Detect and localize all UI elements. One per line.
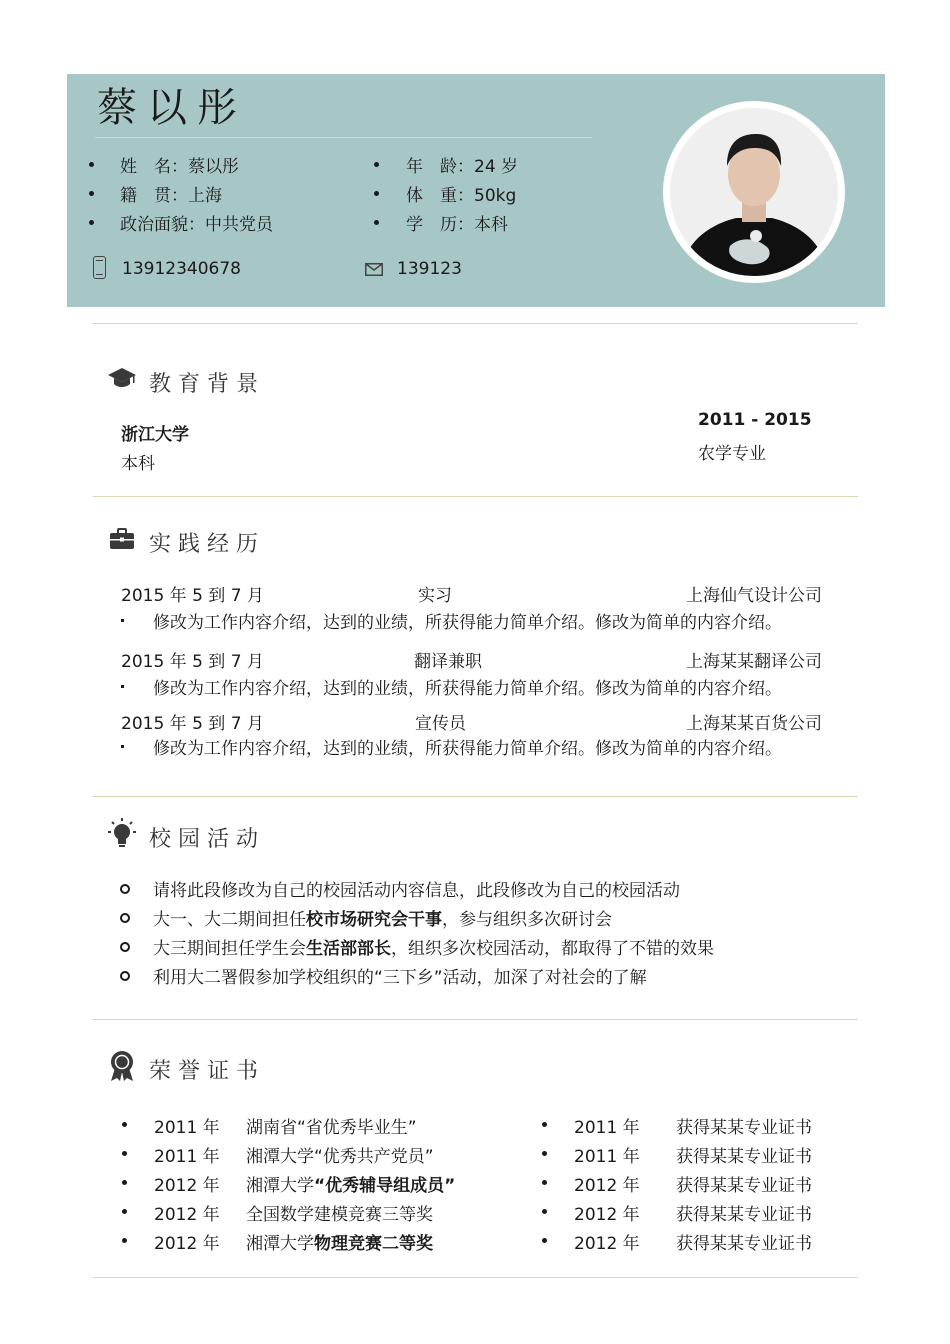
bullet-icon — [89, 191, 94, 196]
medal-icon — [108, 1050, 136, 1082]
honor-year: 2011 年 — [574, 1118, 640, 1138]
bullet-icon — [374, 162, 379, 167]
info-name: 姓 名：蔡以彤 — [120, 157, 239, 177]
honor-year: 2011 年 — [154, 1118, 220, 1138]
honor-text: 获得某某专业证书 — [676, 1205, 812, 1225]
phone-icon — [93, 256, 106, 279]
section-divider — [93, 796, 858, 797]
mail-icon — [365, 263, 383, 276]
honor-year: 2012 年 — [154, 1234, 220, 1254]
practice-desc: 修改为工作内容介绍，达到的业绩，所获得能力简单介绍。修改为简单的内容介绍。 — [153, 739, 782, 759]
practice-company: 上海某某百货公司 — [686, 714, 822, 734]
practice-date: 2015 年 5 到 7 月 — [121, 652, 264, 672]
honors-title: 荣誉证书 — [149, 1059, 266, 1084]
name-divider — [95, 137, 592, 138]
bullet-icon — [542, 1238, 547, 1243]
info-age: 年 龄：24 岁 — [406, 157, 519, 177]
info-weight: 体 重：50kg — [406, 186, 517, 206]
bullet-icon — [374, 220, 379, 225]
honor-text: 湖南省“省优秀毕业生” — [246, 1118, 417, 1138]
candidate-name: 蔡以彤 — [97, 85, 247, 131]
section-divider — [93, 1277, 858, 1278]
honor-year: 2012 年 — [574, 1205, 640, 1225]
practice-company: 上海某某翻译公司 — [686, 652, 822, 672]
honor-text: 获得某某专业证书 — [676, 1176, 812, 1196]
section-divider — [93, 496, 858, 497]
practice-role: 宣传员 — [415, 714, 466, 734]
education-period: 2011 - 2015 — [698, 410, 812, 430]
circle-bullet-icon — [120, 913, 130, 923]
honor-year: 2011 年 — [154, 1147, 220, 1167]
bullet-icon — [542, 1151, 547, 1156]
profile-photo — [663, 101, 845, 283]
education-title: 教育背景 — [149, 372, 266, 397]
bullet-icon — [122, 1209, 127, 1214]
email-address[interactable]: 139123 — [397, 259, 462, 279]
campus-title: 校园活动 — [149, 827, 266, 852]
campus-item: 利用大二署假参加学校组织的“三下乡”活动，加深了对社会的了解 — [153, 968, 647, 988]
bullet-icon — [122, 1180, 127, 1185]
degree: 本科 — [121, 454, 155, 474]
honor-year: 2012 年 — [154, 1176, 220, 1196]
bullet-icon — [374, 191, 379, 196]
practice-role: 翻译兼职 — [414, 652, 482, 672]
bullet-icon — [89, 162, 94, 167]
bullet-icon — [89, 220, 94, 225]
honor-year: 2011 年 — [574, 1147, 640, 1167]
section-divider — [93, 1019, 858, 1020]
info-politics: 政治面貌：中共党员 — [120, 215, 273, 235]
practice-date: 2015 年 5 到 7 月 — [121, 586, 264, 606]
info-hometown: 籍 贯：上海 — [120, 186, 222, 206]
honor-text: 获得某某专业证书 — [676, 1234, 812, 1254]
honor-year: 2012 年 — [574, 1176, 640, 1196]
honor-text: 全国数学建模竞赛三等奖 — [246, 1205, 433, 1225]
campus-item: 请将此段修改为自己的校园活动内容信息，此段修改为自己的校园活动 — [153, 881, 680, 901]
honor-text: 湘潭大学物理竞赛二等奖 — [246, 1234, 433, 1254]
honor-text: 湘潭大学“优秀共产党员” — [246, 1147, 434, 1167]
square-bullet-icon — [121, 685, 124, 688]
phone-number[interactable]: 13912340678 — [122, 259, 241, 279]
honor-year: 2012 年 — [154, 1205, 220, 1225]
practice-date: 2015 年 5 到 7 月 — [121, 714, 264, 734]
bullet-icon — [122, 1238, 127, 1243]
honor-year: 2012 年 — [574, 1234, 640, 1254]
square-bullet-icon — [121, 745, 124, 748]
person-portrait-icon — [670, 108, 838, 276]
bullet-icon — [122, 1122, 127, 1127]
campus-item: 大一、大二期间担任校市场研究会干事，参与组织多次研讨会 — [153, 910, 612, 930]
briefcase-icon — [109, 528, 135, 550]
circle-bullet-icon — [120, 971, 130, 981]
campus-item: 大三期间担任学生会生活部部长，组织多次校园活动，都取得了不错的效果 — [153, 939, 714, 959]
lightbulb-icon — [107, 817, 137, 849]
major: 农学专业 — [698, 444, 766, 464]
practice-desc: 修改为工作内容介绍，达到的业绩，所获得能力简单介绍。修改为简单的内容介绍。 — [153, 613, 782, 633]
honor-text: 获得某某专业证书 — [676, 1118, 812, 1138]
section-divider — [93, 323, 858, 324]
bullet-icon — [542, 1209, 547, 1214]
bullet-icon — [542, 1122, 547, 1127]
bullet-icon — [542, 1180, 547, 1185]
honor-text: 获得某某专业证书 — [676, 1147, 812, 1167]
practice-title: 实践经历 — [149, 532, 266, 557]
bullet-icon — [122, 1151, 127, 1156]
info-education: 学 历：本科 — [406, 215, 508, 235]
circle-bullet-icon — [120, 884, 130, 894]
practice-role: 实习 — [418, 586, 452, 606]
graduation-cap-icon — [107, 367, 137, 389]
honor-text: 湘潭大学“优秀辅导组成员” — [246, 1176, 456, 1196]
practice-company: 上海仙气设计公司 — [686, 586, 822, 606]
circle-bullet-icon — [120, 942, 130, 952]
school-name: 浙江大学 — [121, 425, 189, 445]
practice-desc: 修改为工作内容介绍，达到的业绩，所获得能力简单介绍。修改为简单的内容介绍。 — [153, 679, 782, 699]
square-bullet-icon — [121, 619, 124, 622]
